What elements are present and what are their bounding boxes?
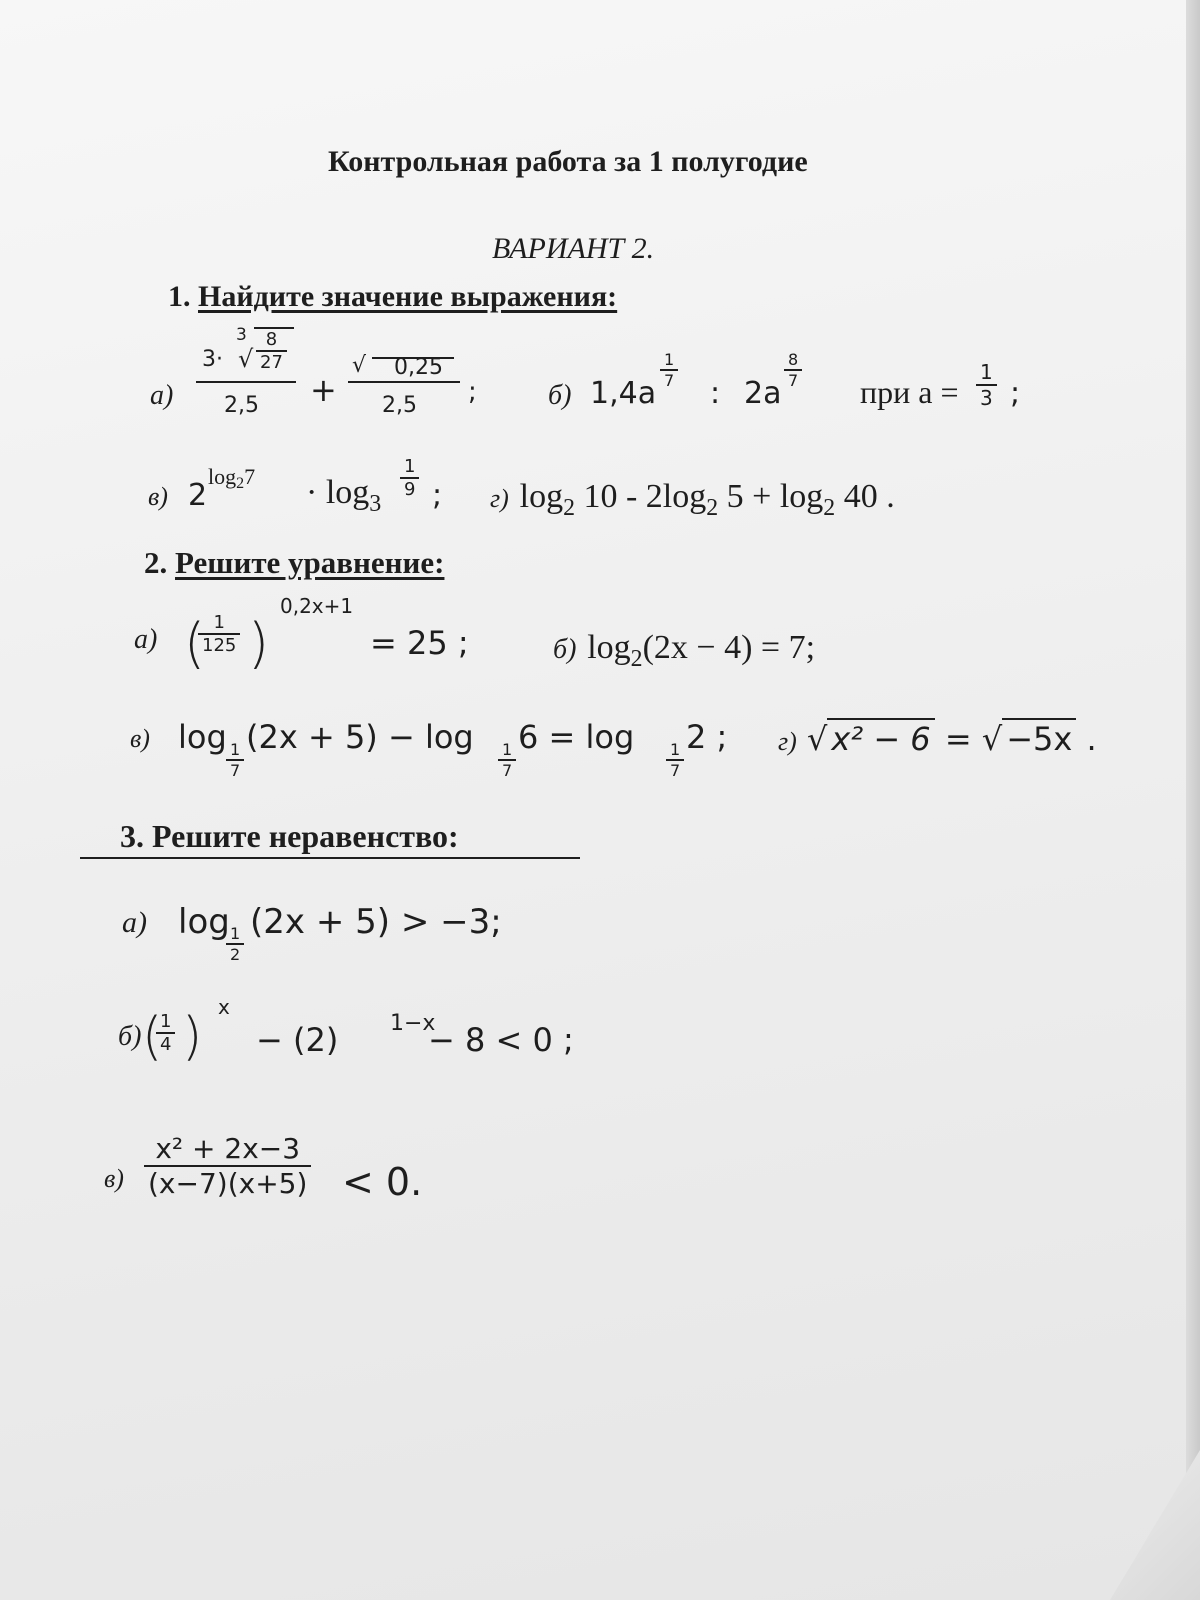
task-2a-label: а) — [134, 624, 158, 655]
task-1b-exp-2: $\frac{8}{7}$ — [784, 350, 802, 390]
paper-edge-shadow — [1186, 0, 1200, 1600]
section-2-number: 2. — [144, 545, 168, 580]
task-3v-numerator: x² + 2x−3 — [155, 1132, 301, 1165]
plus-sign: + — [310, 371, 337, 409]
task-1b-exp-1: $\frac{1}{7}$ — [660, 350, 678, 390]
task-1a-radicand: $\frac{8}{27}$ — [256, 329, 287, 373]
task-3b-middle-exponent: 1−x — [390, 1011, 436, 1036]
task-2g-radicand-1: x² − 6 — [827, 718, 934, 758]
page-title: Контрольная работа за 1 полугодие — [328, 145, 808, 178]
root-sign-icon: √ — [981, 720, 1003, 758]
section-3-title: Решите неравенство: — [152, 818, 459, 854]
close-paren-icon: ) — [248, 612, 270, 675]
task-3b-exponent: x — [218, 995, 230, 1019]
task-3a-log: log — [178, 902, 230, 942]
task-3v-label: в) — [104, 1164, 124, 1193]
task-1b-condition: при a = — [860, 374, 959, 410]
task-2a-rhs: = 25 ; — [370, 624, 469, 662]
task-2b-label: б) — [553, 634, 577, 665]
task-1v-label: в) — [148, 482, 168, 511]
task-2v-base-2: $\frac{1}{7}$ — [498, 740, 516, 780]
task-2v-log-1: log — [178, 718, 227, 756]
close-paren-icon: ) — [182, 1007, 203, 1067]
task-2g-label: г) — [778, 727, 797, 756]
task-3a-label: а) — [122, 906, 147, 939]
task-1a-den-1: 2,5 — [224, 393, 259, 418]
task-2g-radicand-2: −5x — [1002, 718, 1076, 758]
task-3a-base: $\frac{1}{2}$ — [226, 924, 244, 964]
task-1v-end: ; — [432, 478, 443, 513]
section-1-heading — [168, 280, 617, 314]
task-1a-fraction-1 — [202, 325, 302, 425]
section-1-title: Найдите значение выражения: — [198, 280, 618, 313]
task-2a-fraction: $\frac{1}{125}$ — [198, 612, 240, 656]
task-1b-condition-value: $\frac{1}{3}$ — [976, 360, 997, 410]
task-2b-expression: $\log_2(2x - 4) = 7$; — [587, 629, 816, 672]
task-2g-equals: = — [944, 720, 972, 758]
task-1v-fraction: $\frac{1}{9}$ — [400, 456, 419, 500]
task-1a-end: ; — [468, 377, 477, 407]
task-2g-end: . — [1086, 720, 1097, 758]
section-3-heading — [120, 818, 459, 855]
open-paren-icon: ( — [184, 612, 206, 675]
task-2a-exponent: 0,2x+1 — [280, 594, 354, 618]
section-2-heading — [144, 545, 444, 581]
task-1a-fraction-2 — [352, 355, 464, 425]
root-sign-icon: √ — [238, 345, 254, 373]
task-1b-end: ; — [1010, 376, 1021, 411]
section-3-number: 3. — [120, 818, 144, 854]
task-1b-base-1: 1,4a — [590, 376, 657, 411]
fraction-bar — [348, 381, 460, 383]
division-sign: : — [710, 376, 721, 411]
task-3b-middle: − (2) — [256, 1021, 339, 1059]
task-2v-arg-3: 2 ; — [686, 718, 728, 756]
task-2b — [553, 627, 816, 672]
task-2g — [778, 720, 1097, 758]
task-1g — [490, 476, 895, 521]
task-3v-fraction — [144, 1132, 311, 1200]
task-3v-rhs: < 0. — [342, 1160, 423, 1204]
task-1v-log: · $\log_3$ — [306, 474, 382, 517]
task-1b-base-2: 2a — [744, 376, 782, 411]
task-1a-label: а) — [150, 380, 174, 411]
task-1a-den-2: 2,5 — [382, 393, 417, 418]
root-sign-icon: √ — [352, 353, 367, 378]
variant-label: ВАРИАНТ 2. — [492, 232, 655, 265]
task-3b-label: б) — [118, 1021, 142, 1052]
open-paren-icon: ( — [142, 1007, 163, 1067]
task-2v-arg-1: (2x + 5) − log — [246, 718, 474, 756]
fraction-bar — [196, 381, 296, 383]
task-1a-coef: 3· — [202, 347, 223, 372]
root-sign-icon: √ — [806, 720, 828, 758]
task-1g-label: г) — [490, 484, 509, 513]
section-2-title: Решите уравнение: — [175, 545, 445, 580]
task-2v-arg-2: 6 = log — [518, 718, 635, 756]
paper-corner-shadow — [1110, 1450, 1200, 1600]
task-1g-expression: $\log_2 10 - 2\log_2$ $5 + \log_2 40$ . — [519, 478, 895, 521]
task-3b-fraction: $\frac{1}{4}$ — [156, 1011, 175, 1055]
task-1v-exponent: log27 — [208, 464, 256, 492]
task-3b-end: − 8 < 0 ; — [428, 1021, 574, 1059]
task-1b-label: б) — [548, 380, 572, 411]
task-1v-base: 2 — [188, 478, 208, 513]
task-3v-denominator: (x−7)(x+5) — [144, 1165, 311, 1200]
task-1a-root-index: 3 — [236, 325, 247, 345]
task-2v-base-3: $\frac{1}{7}$ — [666, 740, 684, 780]
task-2v-base-1: $\frac{1}{7}$ — [226, 740, 244, 780]
section-1-number: 1. — [168, 280, 191, 313]
task-2v-label: в) — [130, 724, 150, 753]
task-1a-radicand-2: 0,25 — [394, 355, 443, 380]
task-3a-arg: (2x + 5) > −3; — [250, 902, 502, 942]
